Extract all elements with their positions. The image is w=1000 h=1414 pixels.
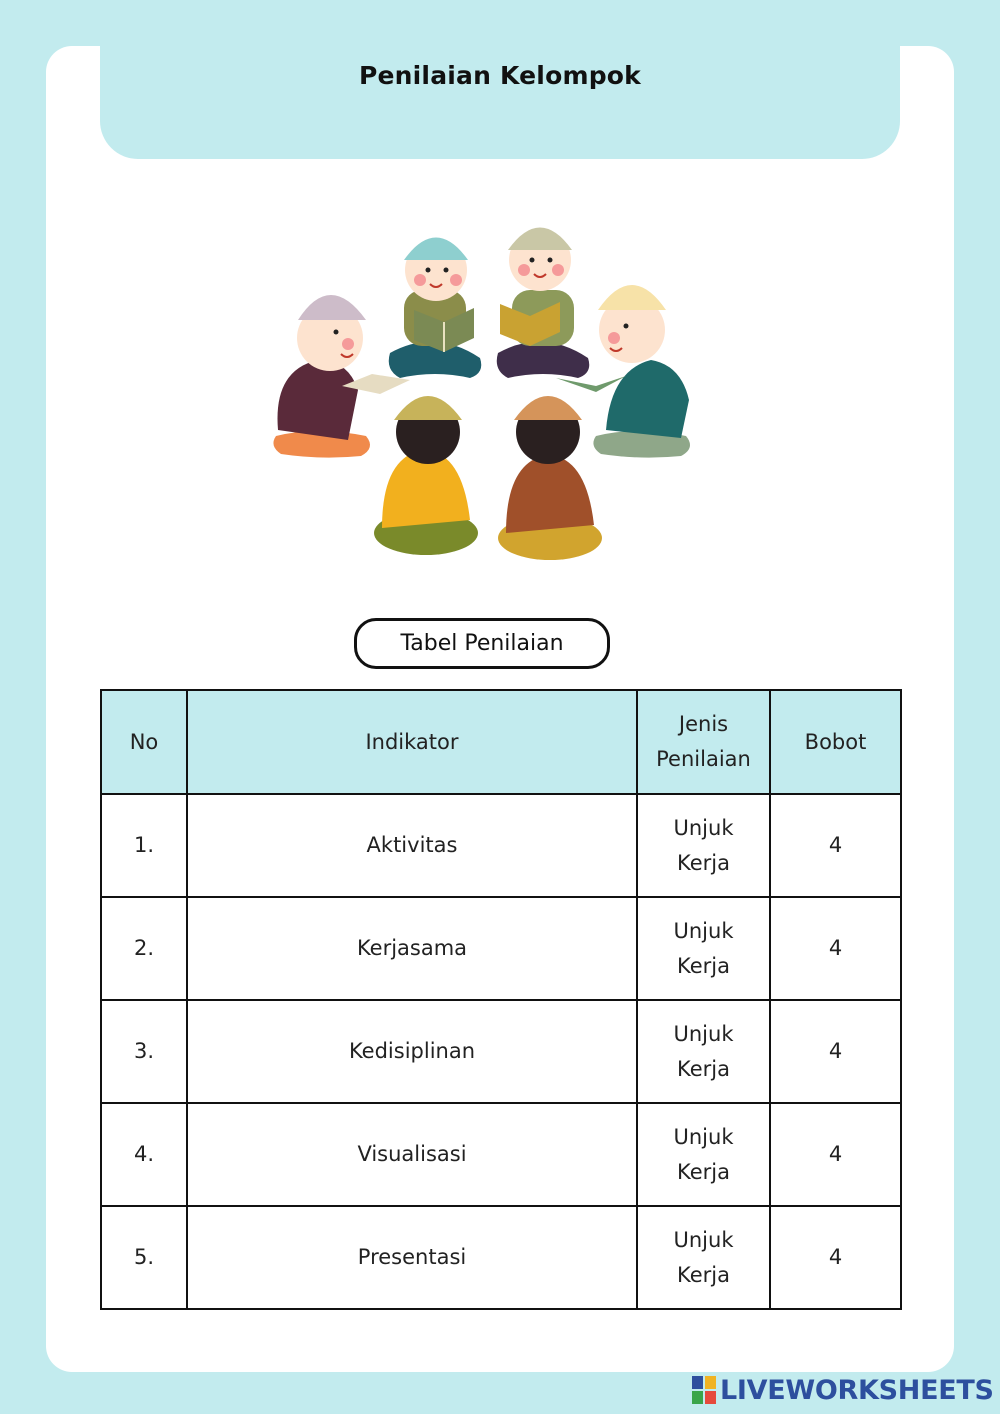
table-header-row: [101, 690, 901, 794]
child-left: [273, 295, 410, 458]
table-label-pill: Tabel Penilaian: [354, 618, 610, 669]
header-jenis-penilaian: [637, 690, 770, 794]
table-row: [101, 794, 901, 897]
header-bobot: Bobot: [770, 690, 901, 794]
liveworksheets-logo[interactable]: [692, 1373, 994, 1407]
cell-bobot: 4: [770, 1206, 901, 1309]
header-indikator: Indikator: [187, 690, 637, 794]
table-row: [101, 1000, 901, 1103]
liveworksheets-brand-text: LIVEWORKSHEETS: [720, 1374, 994, 1406]
cell-jenis: [637, 794, 770, 897]
cell-jenis-text: Unjuk Kerja: [673, 815, 734, 875]
cell-jenis: [637, 897, 770, 1000]
child-top-right: [497, 228, 590, 379]
page-title: Penilaian Kelompok: [358, 61, 641, 90]
cell-bobot: 4: [770, 794, 901, 897]
cell-no: 3.: [101, 1000, 187, 1103]
header-banner: [100, 46, 900, 159]
header-jenis-text: Jenis Penilaian: [656, 712, 751, 771]
cell-jenis-text: Unjuk Kerja: [673, 1124, 734, 1184]
cell-indikator: Kerjasama: [187, 897, 637, 1000]
cell-no: 5.: [101, 1206, 187, 1309]
cell-jenis: [637, 1103, 770, 1206]
cell-jenis-text: Unjuk Kerja: [673, 1021, 734, 1081]
cell-jenis: [637, 1206, 770, 1309]
cell-no: 2.: [101, 897, 187, 1000]
cell-indikator: Kedisiplinan: [187, 1000, 637, 1103]
child-bottom-left: [374, 396, 478, 555]
table-row: [101, 1206, 901, 1309]
child-bottom-right: [498, 396, 602, 560]
liveworksheets-logo-icon: [692, 1376, 716, 1404]
table-row: [101, 897, 901, 1000]
cell-bobot: 4: [770, 897, 901, 1000]
assessment-table: [100, 689, 902, 1310]
children-reading-illustration: [266, 208, 706, 573]
cell-indikator: Visualisasi: [187, 1103, 637, 1206]
header-no: No: [101, 690, 187, 794]
cell-bobot: 4: [770, 1000, 901, 1103]
cell-indikator: Aktivitas: [187, 794, 637, 897]
cell-jenis: [637, 1000, 770, 1103]
table-row: [101, 1103, 901, 1206]
child-top-left: [389, 238, 482, 379]
cell-jenis-text: Unjuk Kerja: [673, 918, 734, 978]
cell-bobot: 4: [770, 1103, 901, 1206]
cell-jenis-text: Unjuk Kerja: [673, 1227, 734, 1287]
cell-no: 1.: [101, 794, 187, 897]
cell-indikator: Presentasi: [187, 1206, 637, 1309]
cell-no: 4.: [101, 1103, 187, 1206]
